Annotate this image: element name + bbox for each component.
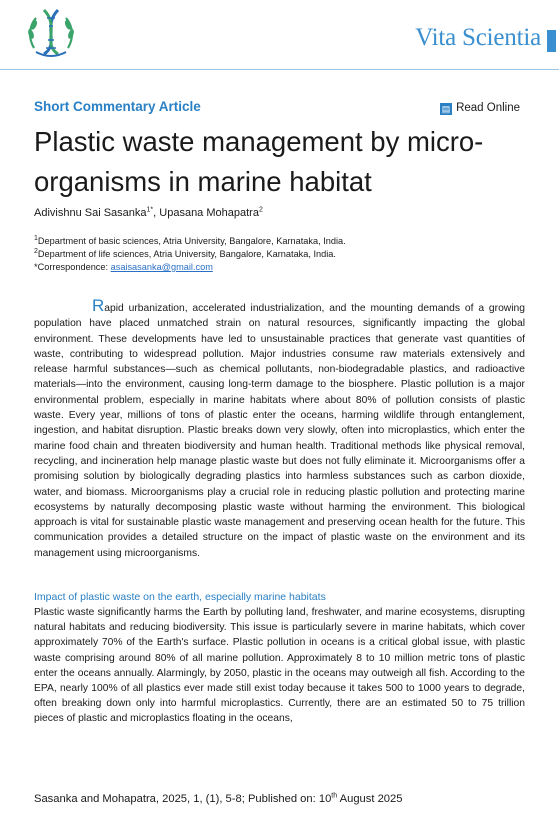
section-heading: Impact of plastic waste on the earth, especially marine habitats	[34, 591, 326, 603]
header-divider	[0, 69, 559, 70]
article-type-label: Short Commentary Article	[34, 99, 201, 114]
read-online-link[interactable]	[440, 102, 520, 115]
affiliation-number: 2	[34, 247, 38, 255]
affiliation-text: Department of life sciences, Atria University, Bangalore, Karnataka, India.	[37, 249, 336, 259]
abstract-text: apid urbanization, accelerated industrialization, and the mounting demands of a growing population have placed unmatched strain on natural resources, significantly impacting the global environment. These developments have led to unsustainable practices that generate vast quantities of waste, contributing to widespread pollution. Major industries consume raw materials extensively and release harmful substances—such as chemical pollutants, non-biodegradable plastics, and radioactive materials—into the environment, causing long-term damage to the biosphere. Plastic pollution is a major environmental problem, especially in marine habitats where about 80% of pollution consists of plastic waste. Every year, millions of tons of plastic enter the oceans, harming wildlife through entanglement, ingestion, and habitat disruption. Plastic breaks down very slowly, often into microplastics, which enter the marine food chain and threaten biodiversity and human health. Traditional methods like physical removal, recycling, and incineration help manage plastic waste but does not fully eliminate it. Microorganisms offer a promising solution by biologically degrading plastics into harmless substances such as carbon dioxide, water, and biomass. Microorganisms play a crucial role in reducing plastic pollution and protecting marine ecosystems by naturally decomposing plastic waste without harming the environment. This biological approach is vital for sustainable plastic waste management and preserving ocean health for the future. This communication provides a detailed structure on the impact of plastic waste on the environment and its management using microorganisms.	[34, 303, 525, 559]
affiliation-number: 1	[34, 234, 38, 242]
author-name: Upasana Mohapatra	[159, 207, 259, 219]
author-affiliation-mark: 2	[258, 206, 263, 214]
section-body: Plastic waste significantly harms the Earth by polluting land, freshwater, and marine ecosystems, disrupting natural habitats and reducing biodiversity. This issue is particularly severe in marine habitats, which cover approximately 70% of the Earth's surface. Plastic pollution in oceans is a critical global issue, with plastic waste comprising around 80% of all marine pollution. Approximately 8 to 10 million metric tons of plastic enter the oceans annually. Alarmingly, by 2050, plastic in the oceans may outweigh all fish. According to the EPA, nearly 100% of all plastics ever made still exist today because it takes 500 to 1000 years to degrade, often breaking down only into harmful microplastics. Currently, there are an estimated 50 to 75 trillion pieces of plastic and microplastics floating in the oceans,	[34, 607, 525, 725]
correspondence	[34, 262, 534, 273]
correspondence-email-link[interactable]: asaisasanka@gmail.com	[110, 262, 213, 272]
brand-accent-bar	[547, 30, 556, 52]
author-separator: ,	[153, 207, 160, 219]
read-online-icon: ▤	[441, 104, 451, 114]
date-ordinal: th	[331, 792, 338, 800]
affiliation-text: Department of basic sciences, Atria University, Bangalore, Karnataka, India.	[37, 236, 346, 246]
dna-wreath-logo	[22, 4, 80, 62]
article-title: Plastic waste management by micro-organisms in marine habitat	[34, 126, 484, 197]
publication-date: August 2025	[337, 793, 403, 805]
correspondence-label: *Correspondence:	[34, 262, 111, 272]
citation-footer	[34, 793, 402, 805]
drop-cap: R	[92, 296, 105, 315]
affiliation-2	[34, 249, 534, 260]
affiliation-1	[34, 236, 534, 247]
author-list	[34, 207, 263, 219]
abstract-paragraph	[34, 296, 525, 561]
read-online-label: Read Online	[456, 102, 520, 114]
author-name: Adivishnu Sai Sasanka	[34, 207, 147, 219]
journal-brand: Vita Scientia	[415, 24, 541, 51]
citation-text: Sasanka and Mohapatra, 2025, 1, (1), 5-8; Published on: 10	[34, 793, 332, 805]
author-affiliation-mark: 1*	[146, 206, 154, 214]
